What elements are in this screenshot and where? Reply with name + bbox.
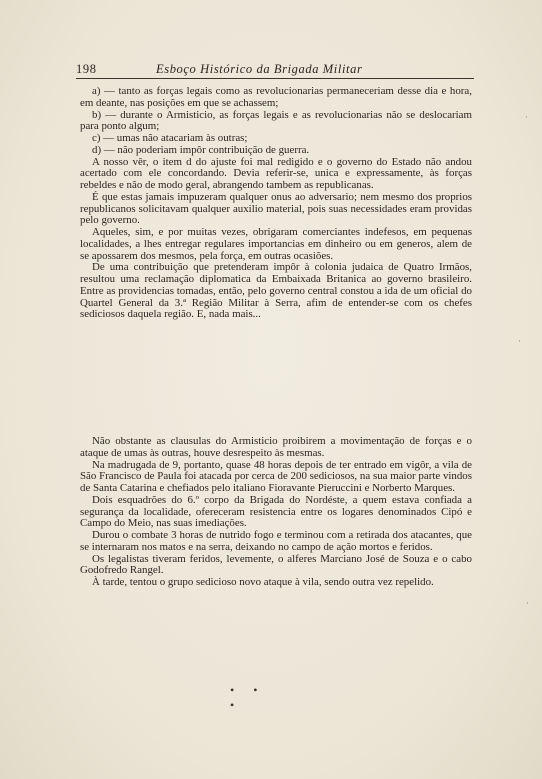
margin-speck: · <box>526 598 529 608</box>
page-number: 198 <box>76 62 97 76</box>
paragraph: Na madrugada de 9, portanto, quase 48 horas depois de ter entrado em vigôr, a vila de São Francisco de Paula foi atacada por cerca de 200 sediciosos, na sua maior parte vindos de Santa Catarina e chefiados pelo italiano Fioravante Pieruccini e Norberto Marques. <box>80 458 472 494</box>
text-block-lower <box>80 436 472 589</box>
text-block-upper <box>80 86 472 321</box>
paragraph: De uma contribuição que pretenderam impôr à colonia judaica de Quatro Irmãos, resultou uma reclamação diplomatica da Embaixada Britanica ao governo brasileiro. Entre as providencias tomadas, então, pelo governo central constou a ida de um oficial do Quartel General da 3.ª Região Militar à Serra, afim de entender-se com os chefes sediciosos daquela região. E, nada mais... <box>80 261 472 321</box>
paragraph: a) — tanto as forças legais como as revolucionarias permaneceriam desse dia e hora, em deante, nas posições em que se achassem; <box>80 85 472 109</box>
section-ornament: • • • <box>230 683 266 712</box>
margin-speck: · <box>518 336 521 346</box>
running-title: Esboço Histórico da Brigada Militar <box>156 62 363 76</box>
paragraph: É que estas jamais impuzeram qualquer onus ao adversario; nem mesmo dos proprios republicanos solicitavam qualquer auxilio material, pois suas necessidades eram providas pelo governo. <box>80 190 472 227</box>
paragraph: A nosso vêr, o item d do ajuste foi mal redigido e o governo do Estado não andou acertado com ele concordando. Devia referir-se, unica e expressamente, às forças rebeldes e não de modo geral, abrangendo tambem as republicanas. <box>80 155 472 191</box>
margin-speck: · <box>525 112 528 122</box>
paragraph: Os legalistas tiveram feridos, levemente, o alferes Marciano José de Souza e o cabo Godofredo Rangel. <box>80 552 472 577</box>
paragraph: Não obstante as clausulas do Armisticio proibirem a movimentação de forças e o ataque de umas às outras, houve desrespeito às mesmas. <box>80 435 472 459</box>
paragraph: Aqueles, sim, e por muitas vezes, obrigaram comerciantes indefesos, em pequenas localidades, a lhes entregar regulares importancias em dinheiro ou em generos, alem de se apossarem dos mesmos, pela força, em outras ocasiões. <box>80 226 472 262</box>
paragraph: d) — não poderiam impôr contribuição de guerra. <box>92 143 310 156</box>
paragraph: À tarde, tentou o grupo sedicioso novo ataque à vila, sendo outra vez repelido. <box>92 576 434 588</box>
paragraph: Dois esquadrões do 6.º corpo da Brigada do Nordéste, a quem estava confiada a segurança da localidade, ofereceram resistencia entre os logares denominados Cipó e Campo do Meio, nas suas imediações. <box>80 493 472 530</box>
paragraph: b) — durante o Armisticio, as forças legais e as revolucionarias não se deslocariam para ponto algum; <box>80 108 472 133</box>
paragraph: Durou o combate 3 horas de nutrido fogo e terminou com a retirada dos atacantes, que se internaram nos matos e na serra, deixando no campo de ação mortos e feridos. <box>80 529 472 553</box>
page-header <box>76 62 476 78</box>
paragraph: c) — umas não atacariam às outras; <box>92 132 248 144</box>
header-rule <box>76 78 474 79</box>
